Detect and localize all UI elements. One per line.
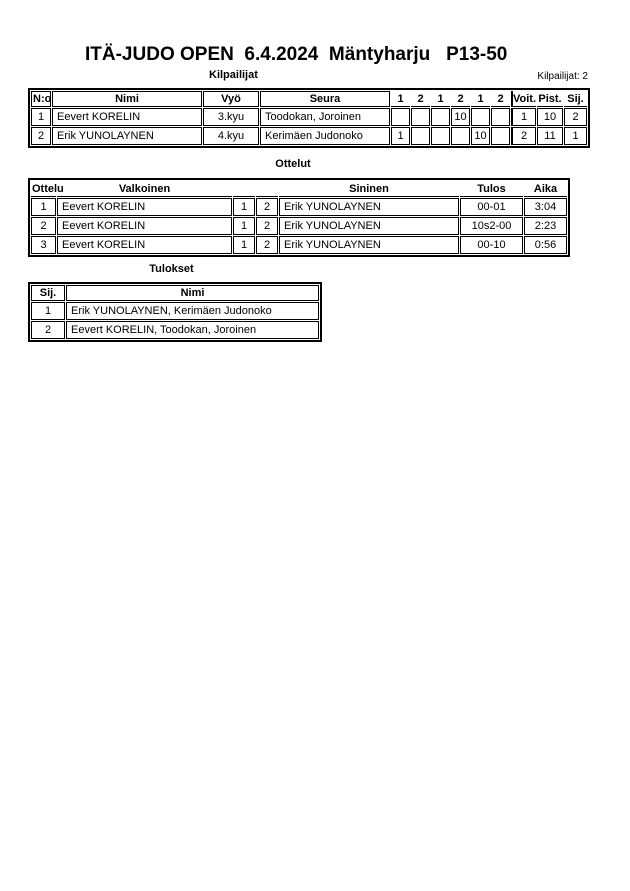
cell-place: 1 bbox=[31, 302, 65, 320]
cell-result: 00-01 bbox=[460, 198, 523, 216]
table-row bbox=[31, 127, 587, 145]
cell-blue-no: 2 bbox=[256, 198, 278, 216]
cell-seura: Kerimäen Judonoko bbox=[260, 127, 390, 145]
cell-score bbox=[411, 108, 430, 126]
cell-score bbox=[431, 108, 450, 126]
cell-match-no: 1 bbox=[31, 198, 56, 216]
tulokset-header-row bbox=[31, 285, 319, 301]
cell-name-club: Erik YUNOLAYNEN, Kerimäen Judonoko bbox=[66, 302, 319, 320]
col-header-score6: 2 bbox=[491, 91, 510, 107]
col-header-blank1 bbox=[233, 181, 255, 197]
cell-vyo: 4.kyu bbox=[203, 127, 259, 145]
cell-score: 10 bbox=[471, 127, 490, 145]
ottelut-header-row bbox=[31, 181, 567, 197]
cell-white: Eevert KORELIN bbox=[57, 198, 232, 216]
table-row bbox=[31, 198, 567, 216]
col-header-nimi: Nimi bbox=[52, 91, 202, 107]
table-row bbox=[31, 321, 319, 339]
cell-time: 0:56 bbox=[524, 236, 567, 254]
cell-score bbox=[491, 127, 510, 145]
col-header-aika: Aika bbox=[524, 181, 567, 197]
col-header-seura: Seura bbox=[260, 91, 390, 107]
cell-no: 2 bbox=[31, 127, 51, 145]
table-row bbox=[31, 217, 567, 235]
cell-white: Eevert KORELIN bbox=[57, 236, 232, 254]
cell-blue: Erik YUNOLAYNEN bbox=[279, 236, 459, 254]
col-header-no: N:o bbox=[33, 93, 52, 105]
col-header-blank2 bbox=[256, 181, 278, 197]
cell-score: 10 bbox=[451, 108, 470, 126]
cell-result: 00-10 bbox=[460, 236, 523, 254]
cell-voit: 1 bbox=[511, 108, 536, 126]
cell-score: 1 bbox=[391, 127, 410, 145]
cell-sij: 2 bbox=[564, 108, 587, 126]
cell-name-club: Eevert KORELIN, Toodokan, Joroinen bbox=[66, 321, 319, 339]
cell-no: 1 bbox=[31, 108, 51, 126]
col-header-score4: 2 bbox=[451, 91, 470, 107]
col-header-score2: 2 bbox=[411, 91, 430, 107]
competitor-count: Kilpailijat: 2 bbox=[537, 71, 588, 82]
table-row bbox=[31, 302, 319, 320]
page-title: ITÄ-JUDO OPEN 6.4.2024 Mäntyharju P13-50 bbox=[85, 44, 508, 65]
cell-blue: Erik YUNOLAYNEN bbox=[279, 198, 459, 216]
col-header-vyo: Vyö bbox=[203, 91, 259, 107]
cell-blue: Erik YUNOLAYNEN bbox=[279, 217, 459, 235]
cell-seura: Toodokan, Joroinen bbox=[260, 108, 390, 126]
col-header-nimi: Nimi bbox=[66, 285, 319, 301]
kilpailijat-header-row bbox=[31, 91, 587, 107]
tulokset-table bbox=[28, 282, 322, 342]
cell-nimi: Eevert KORELIN bbox=[52, 108, 202, 126]
cell-score bbox=[431, 127, 450, 145]
cell-match-no: 2 bbox=[31, 217, 56, 235]
cell-result: 10s2-00 bbox=[460, 217, 523, 235]
cell-score bbox=[451, 127, 470, 145]
cell-pist: 11 bbox=[537, 127, 563, 145]
cell-white-no: 1 bbox=[233, 236, 255, 254]
col-header-tulos: Tulos bbox=[460, 181, 523, 197]
col-header-sij: Sij. bbox=[31, 285, 65, 301]
col-header-sij: Sij. bbox=[564, 91, 587, 107]
kilpailijat-table bbox=[28, 88, 590, 148]
cell-score bbox=[411, 127, 430, 145]
table-row bbox=[31, 108, 587, 126]
cell-vyo: 3.kyu bbox=[203, 108, 259, 126]
cell-voit: 2 bbox=[511, 127, 536, 145]
cell-nimi: Erik YUNOLAYNEN bbox=[52, 127, 202, 145]
col-header-score5: 1 bbox=[471, 91, 490, 107]
cell-score bbox=[391, 108, 410, 126]
table-row bbox=[31, 236, 567, 254]
cell-match-no: 3 bbox=[31, 236, 56, 254]
ottelut-table bbox=[28, 178, 570, 257]
col-header-ottelu: Ottelu bbox=[31, 181, 56, 197]
cell-score bbox=[491, 108, 510, 126]
cell-blue-no: 2 bbox=[256, 217, 278, 235]
cell-pist: 10 bbox=[537, 108, 563, 126]
col-header-valkoinen: Valkoinen bbox=[57, 181, 232, 197]
cell-time: 3:04 bbox=[524, 198, 567, 216]
col-header-sininen: Sininen bbox=[279, 181, 459, 197]
cell-white-no: 1 bbox=[233, 217, 255, 235]
cell-white-no: 1 bbox=[233, 198, 255, 216]
cell-sij: 1 bbox=[564, 127, 587, 145]
col-header-voit: Voit. bbox=[511, 91, 536, 107]
cell-place: 2 bbox=[31, 321, 65, 339]
section-title-tulokset: Tulokset bbox=[149, 263, 194, 275]
cell-white: Eevert KORELIN bbox=[57, 217, 232, 235]
col-header-score3: 1 bbox=[431, 91, 450, 107]
section-title-kilpailijat: Kilpailijat bbox=[209, 69, 258, 81]
section-title-ottelut: Ottelut bbox=[275, 158, 311, 170]
cell-time: 2:23 bbox=[524, 217, 567, 235]
cell-score bbox=[471, 108, 490, 126]
col-header-score1: 1 bbox=[391, 91, 410, 107]
col-header-pist: Pist. bbox=[537, 91, 563, 107]
cell-blue-no: 2 bbox=[256, 236, 278, 254]
